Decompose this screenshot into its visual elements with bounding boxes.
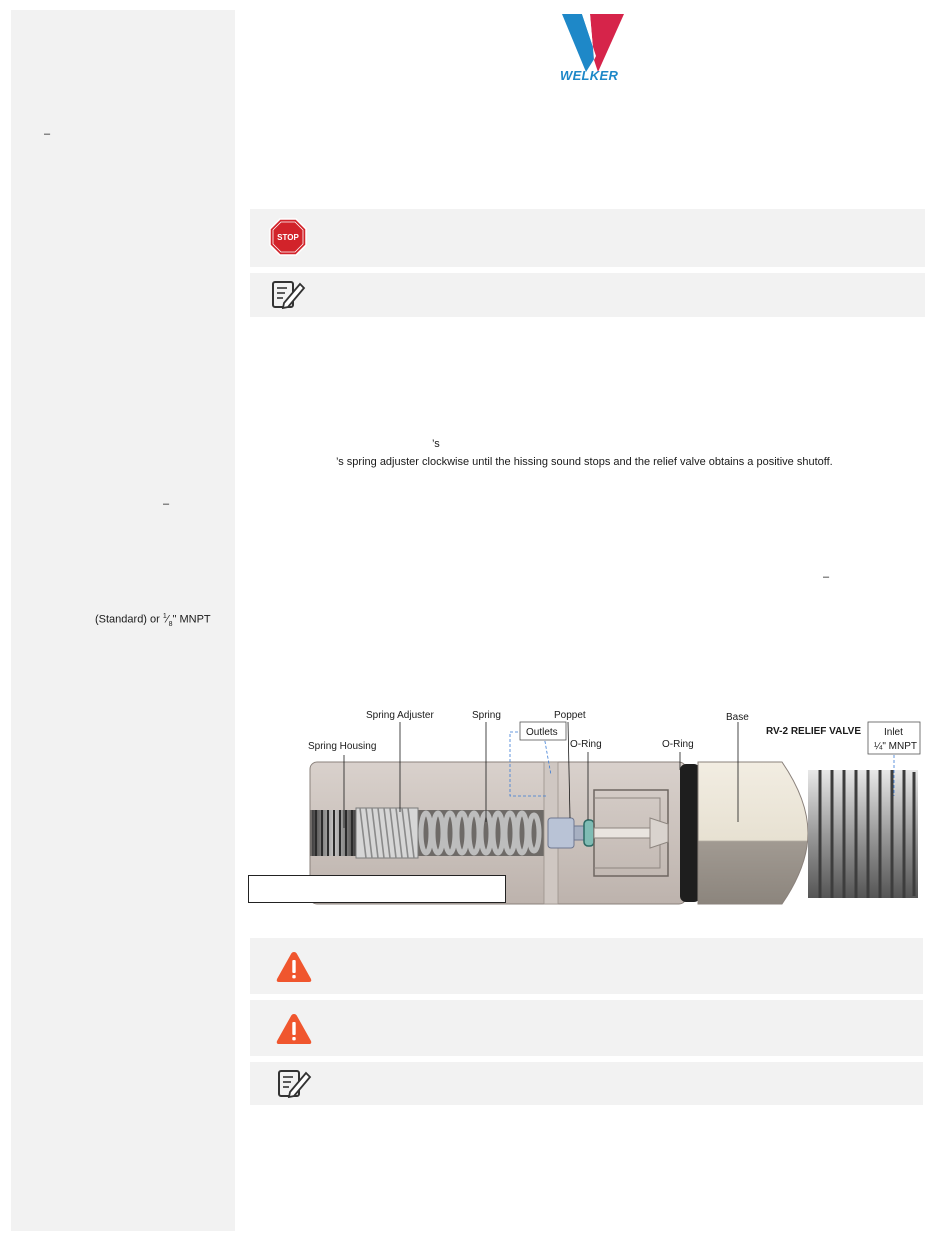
o-ring-base [680,764,700,902]
warning-triangle-icon [275,950,313,984]
label-poppet: Poppet [554,710,586,721]
label-inlet: Inlet [884,727,903,738]
stop-sign-label: STOP [277,233,299,242]
note-callout-bottom [250,1062,923,1105]
figure-title: RV-2 RELIEF VALVE [766,726,862,737]
note-pencil-icon [276,1067,312,1099]
outlet-fraction-den: 8 [168,620,173,628]
inlet-thread [808,770,918,898]
sidebar-dash-top: – [44,128,51,140]
sidebar-outlet-spec: (Standard) or $^1⁄_8$" MNPT [95,613,211,628]
warning-callout-1 [250,938,923,994]
label-spring: Spring [472,710,501,721]
outlet-fraction-num: 1 [162,613,167,620]
note-pencil-icon [270,278,306,310]
label-o-ring-2: O-Ring [662,739,694,750]
figure-caption-box [248,875,506,903]
outlet-standard-text: (Standard) or [95,613,163,626]
label-inlet-size: ¼" MNPT [874,741,917,752]
spring-adjuster-instruction: ’s spring adjuster clockwise until the hissing sound stops and the relief valve obtains a positive shutoff. [336,456,833,468]
label-outlets: Outlets [526,727,558,738]
inlet-passage [594,828,650,838]
apostrophe-fragment: ’s [432,438,440,450]
note-callout-top [250,273,925,317]
o-ring-poppet [584,820,594,846]
base-hex [698,762,808,904]
warning-triangle-icon [275,1012,313,1046]
outlet-suffix: " MNPT [172,613,211,626]
body-dash-right: – [823,571,830,583]
housing-thread-lines [316,810,352,856]
label-o-ring-1: O-Ring [570,739,602,750]
logo-wordmark: WELKER [560,68,619,83]
label-spring-adjuster: Spring Adjuster [366,710,434,721]
label-spring-housing: Spring Housing [308,741,377,752]
warning-callout-2 [250,1000,923,1056]
stop-callout [250,209,925,267]
poppet [548,818,574,848]
label-base: Base [726,712,749,723]
sidebar-dash-mid: – [163,498,170,510]
stop-sign-icon [269,218,307,256]
